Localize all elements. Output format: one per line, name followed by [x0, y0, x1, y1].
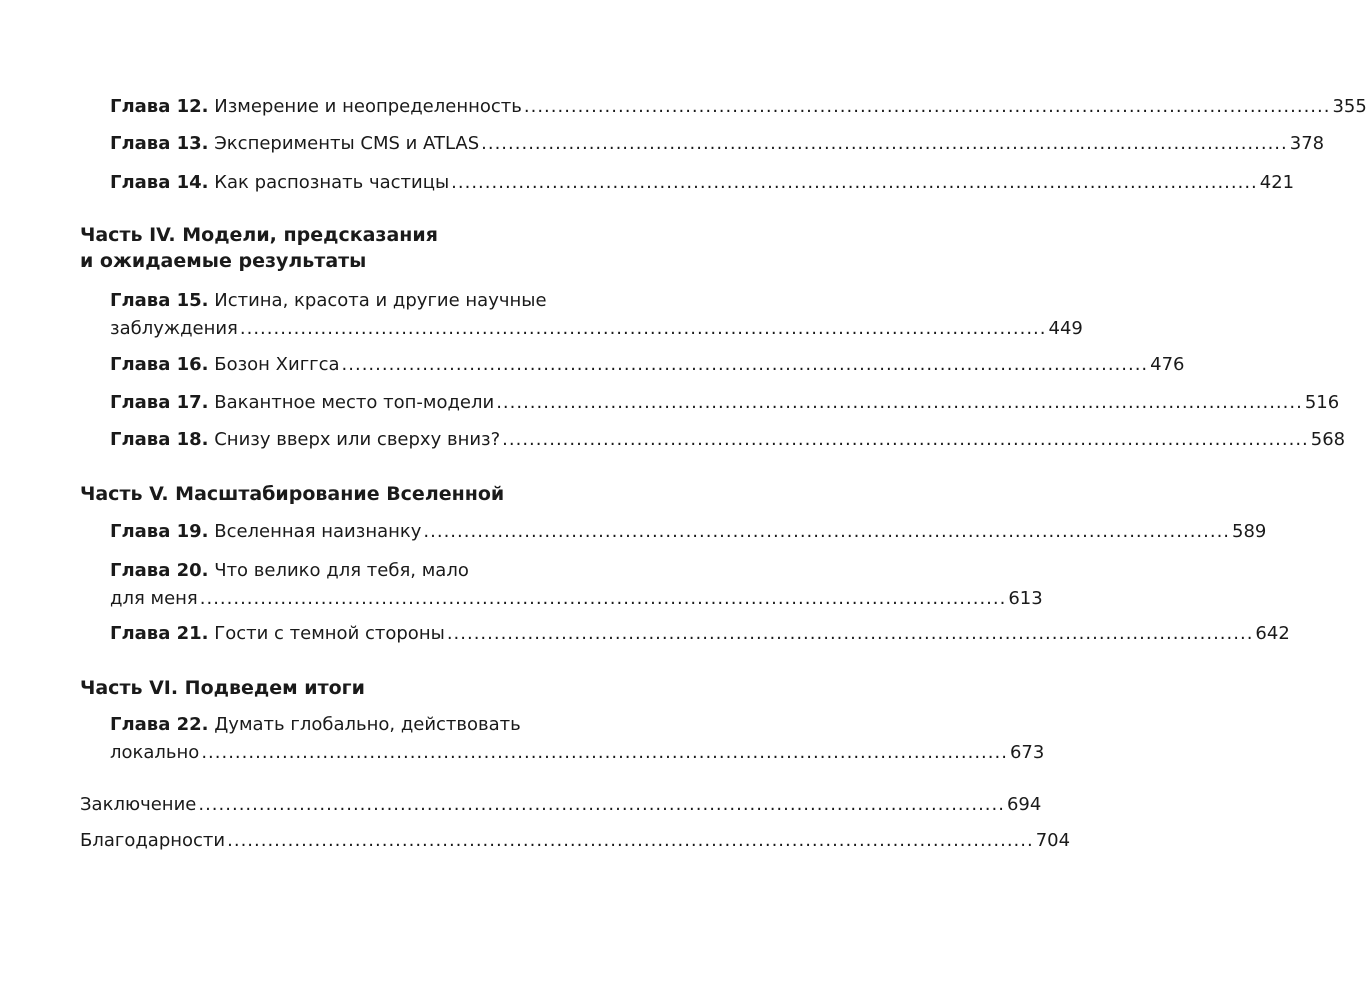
chapter-title: Что велико для тебя, мало: [214, 560, 469, 581]
chapter-label: Глава 15.: [110, 290, 209, 311]
part-title-line-2: и ожидаемые результаты: [80, 250, 367, 272]
part-heading-4: [80, 222, 580, 274]
page-number: 589: [1232, 521, 1267, 542]
toc-entry-chapter-15: [110, 290, 1083, 340]
chapter-title: Эксперименты CMS и ATLAS: [214, 133, 480, 154]
toc-entry-chapter-22: [110, 714, 1045, 764]
dot-leader: ........................................................................................................................: [481, 133, 1288, 154]
chapter-title: Как распознать частицы: [214, 172, 450, 193]
dot-leader: ........................................................................................................................: [423, 521, 1231, 542]
page-number: 476: [1150, 354, 1185, 375]
entry-title: Заключение: [80, 794, 197, 815]
toc-entry-chapter-17: [110, 392, 1340, 414]
chapter-label: Глава 20.: [110, 560, 209, 581]
dot-leader: ........................................................................................................................: [446, 623, 1254, 644]
toc-entry-chapter-14: [110, 172, 1295, 194]
toc-entry-chapter-20: [110, 560, 1043, 610]
page-number: 421: [1259, 172, 1295, 193]
chapter-label: Глава 14.: [110, 172, 209, 193]
chapter-label: Глава 19.: [110, 521, 209, 542]
toc-entry-acknowledgements: [80, 830, 1071, 852]
chapter-label: Глава 16.: [110, 354, 209, 375]
chapter-label: Глава 12.: [110, 96, 209, 117]
chapter-title: Бозон Хиггса: [214, 354, 340, 375]
chapter-label: Глава 17.: [110, 392, 209, 413]
chapter-title: Снизу вверх или сверху вниз?: [214, 429, 501, 450]
toc-entry-chapter-12: [110, 96, 1367, 118]
page-number: 516: [1304, 392, 1340, 413]
page-number: 378: [1289, 133, 1325, 154]
page-number: 642: [1255, 623, 1290, 644]
part-title-line-1: Часть IV. Модели, предсказания: [80, 224, 438, 246]
dot-leader: ........................................................................................................................: [201, 742, 1008, 763]
chapter-title-continued: для меня: [110, 588, 198, 609]
chapter-label: Глава 18.: [110, 429, 209, 450]
part-heading-5: [80, 481, 580, 507]
page-number: 673: [1009, 742, 1045, 763]
toc-entry-chapter-19: [110, 521, 1267, 543]
page-number: 568: [1310, 429, 1346, 450]
page-number: 704: [1035, 830, 1071, 851]
part-title: Часть VI. Подведем итоги: [80, 677, 365, 699]
part-title: Часть V. Масштабирование Вселенной: [80, 483, 505, 505]
chapter-label: Глава 13.: [110, 133, 209, 154]
page-number: 355: [1332, 96, 1367, 117]
dot-leader: ........................................................................................................................: [451, 172, 1258, 193]
toc-entry-chapter-21: [110, 623, 1290, 645]
chapter-label: Глава 21.: [110, 623, 209, 644]
chapter-title: Гости с темной стороны: [214, 623, 445, 644]
chapter-title: Истина, красота и другие научные: [214, 290, 547, 311]
page-number: 449: [1048, 318, 1083, 339]
dot-leader: ........................................................................................................................: [227, 830, 1034, 851]
dot-leader: ........................................................................................................................: [239, 318, 1047, 339]
page-number: 694: [1006, 794, 1042, 815]
toc-entry-chapter-16: [110, 354, 1185, 376]
chapter-title: Вселенная наизнанку: [214, 521, 422, 542]
dot-leader: ........................................................................................................................: [496, 392, 1303, 413]
dot-leader: ........................................................................................................................: [198, 794, 1005, 815]
part-heading-6: [80, 675, 580, 701]
toc-entry-conclusion: [80, 794, 1042, 816]
chapter-title-continued: локально: [110, 742, 200, 763]
dot-leader: ........................................................................................................................: [523, 96, 1331, 117]
toc-entry-chapter-13: [110, 133, 1325, 155]
entry-title: Благодарности: [80, 830, 226, 851]
chapter-title-continued: заблуждения: [110, 318, 238, 339]
toc-entry-chapter-18: [110, 429, 1346, 451]
chapter-title: Измерение и неопределенность: [214, 96, 522, 117]
dot-leader: ........................................................................................................................: [502, 429, 1309, 450]
dot-leader: ........................................................................................................................: [341, 354, 1149, 375]
dot-leader: ........................................................................................................................: [199, 588, 1007, 609]
chapter-label: Глава 22.: [110, 714, 209, 735]
chapter-title: Вакантное место топ-модели: [214, 392, 495, 413]
chapter-title: Думать глобально, действовать: [214, 714, 521, 735]
page-number: 613: [1008, 588, 1043, 609]
